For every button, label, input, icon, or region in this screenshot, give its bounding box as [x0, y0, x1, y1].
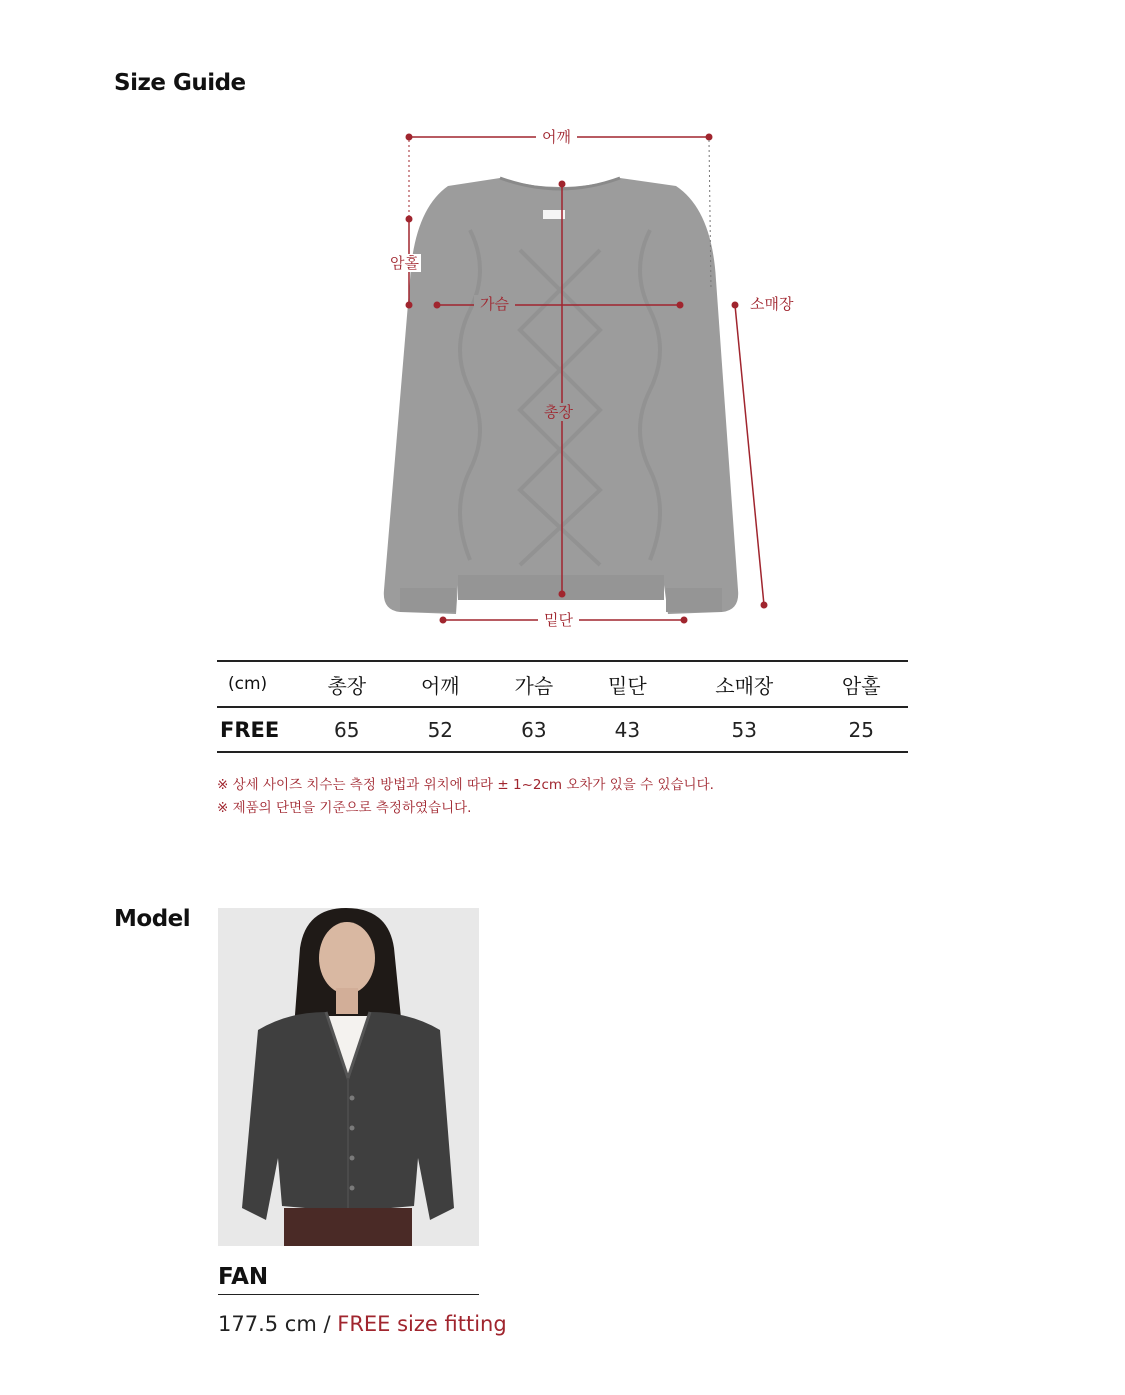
header-chest: 가슴 — [514, 673, 554, 698]
header-shoulder: 어깨 — [420, 673, 460, 698]
size-name-cell: FREE — [220, 717, 280, 742]
chest-value: 63 — [521, 717, 547, 742]
model-name: FAN — [218, 1264, 479, 1295]
sleeve-label: 소매장 — [750, 295, 794, 313]
header-armhole: 암홀 — [841, 673, 881, 698]
hem-value: 43 — [614, 717, 641, 742]
header-sleeve: 소매장 — [715, 673, 774, 698]
table-header-row — [217, 661, 908, 707]
sleeve-value: 53 — [731, 717, 757, 742]
armhole-label: 암홀 — [390, 254, 419, 272]
note-measurement-tolerance: ※ 상세 사이즈 치수는 측정 방법과 위치에 따라 ± 1~2cm 오차가 있을 수 있습니다. — [217, 777, 714, 793]
length-label: 총장 — [538, 403, 579, 421]
size-notes — [217, 774, 714, 820]
hem-label: 밑단 — [538, 611, 579, 629]
chest-label: 가슴 — [474, 295, 515, 313]
model-photo — [218, 908, 479, 1246]
armhole-value: 25 — [848, 717, 874, 742]
size-guide-title: Size Guide — [114, 70, 246, 96]
model-illustration — [218, 908, 479, 1246]
sweater-size-diagram — [0, 0, 1125, 660]
header-length: 총장 — [327, 673, 367, 698]
length-value: 65 — [334, 717, 360, 742]
shoulder-value: 52 — [427, 717, 454, 742]
model-title: Model — [114, 906, 191, 932]
shoulder-label: 어깨 — [536, 128, 577, 146]
size-table — [217, 660, 908, 753]
unit-header: (cm) — [228, 674, 268, 694]
header-hem: 밑단 — [608, 673, 647, 698]
model-height: 177.5 cm / — [218, 1312, 338, 1336]
model-fit: FREE size fitting — [337, 1312, 507, 1336]
model-info — [218, 1312, 507, 1336]
note-flat-measurement: ※ 제품의 단면을 기준으로 측정하였습니다. — [217, 800, 472, 816]
sweater-shape — [384, 178, 738, 614]
table-row — [217, 707, 908, 752]
sweater-illustration — [0, 0, 1125, 660]
